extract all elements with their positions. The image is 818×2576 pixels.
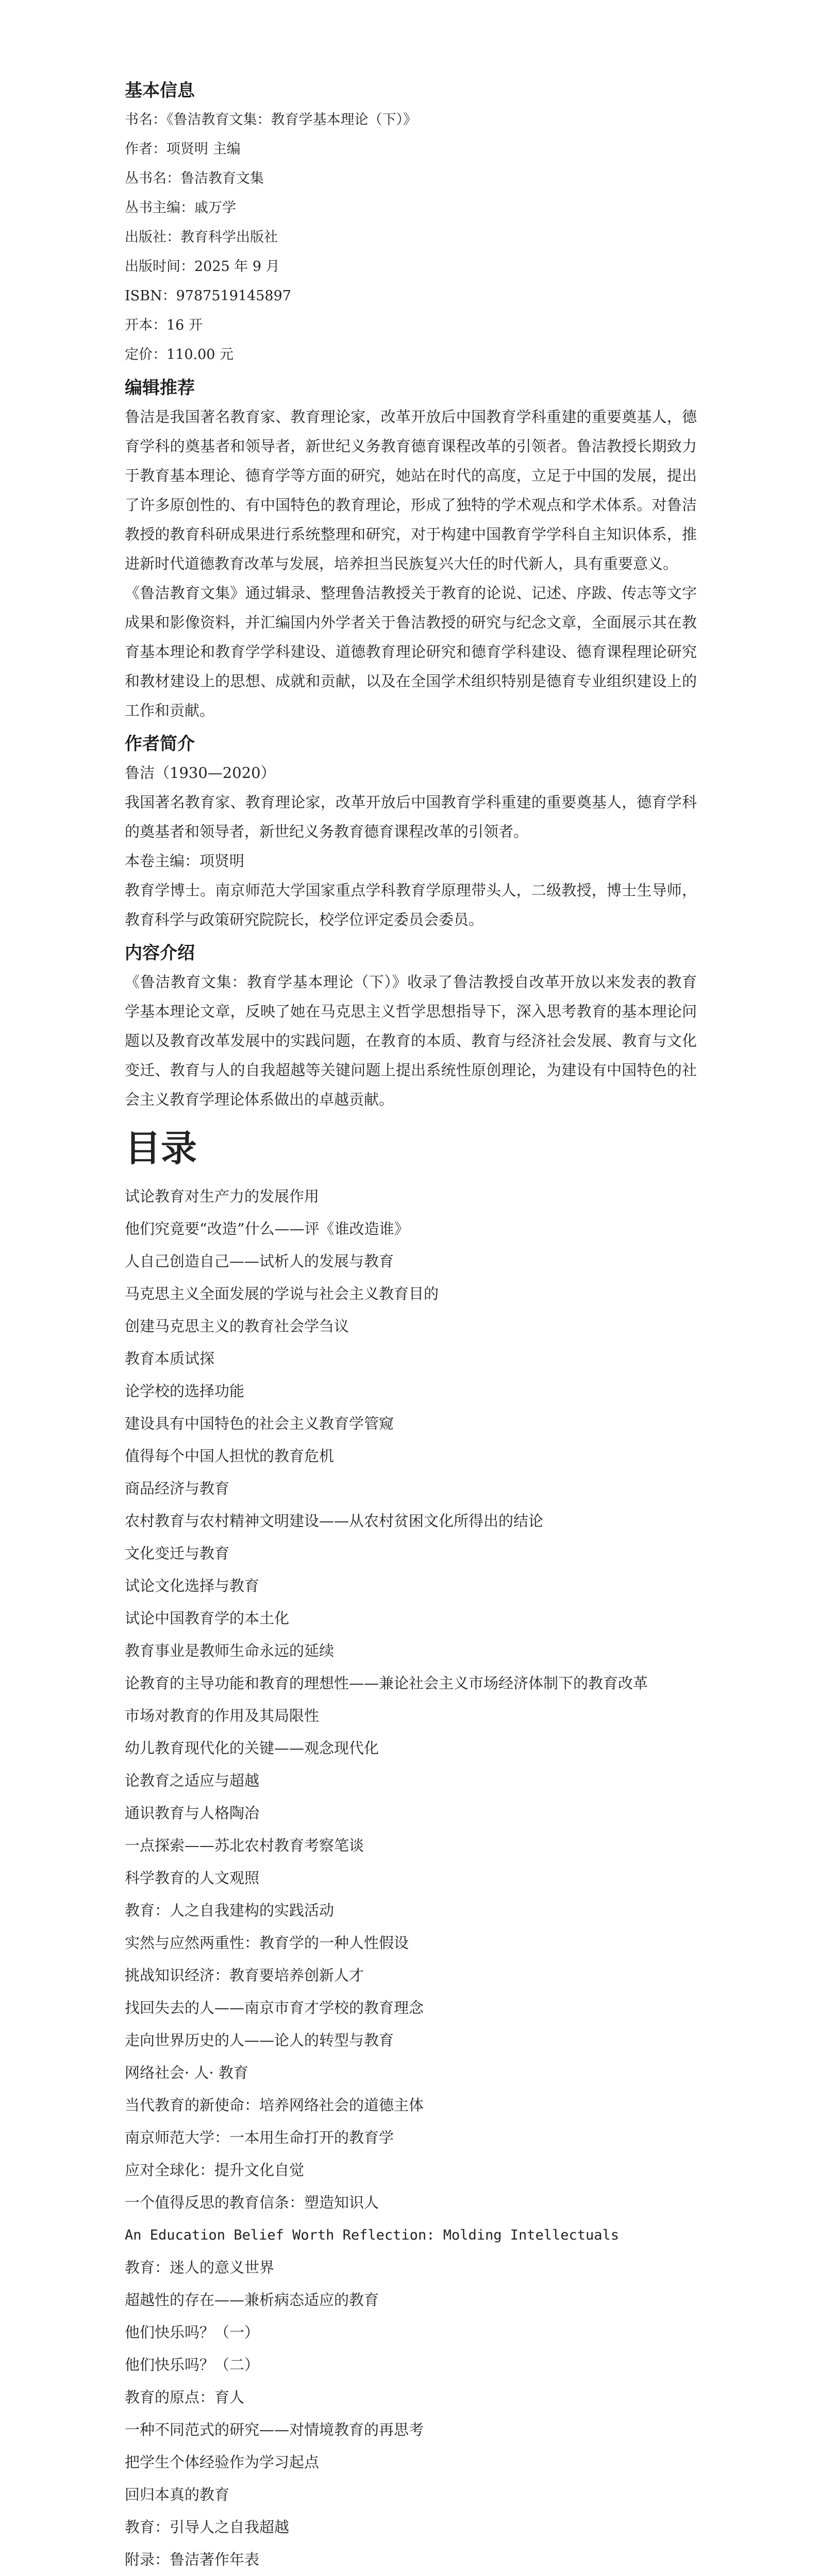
basic-info-line: 丛书名：鲁洁教育文集 xyxy=(125,171,264,187)
toc-item: 教育事业是教师生命永远的延续 xyxy=(125,1642,335,1659)
content-intro-section xyxy=(125,940,697,1114)
basic-info-line: 作者：项贤明 主编 xyxy=(125,141,241,157)
toc-item: 教育本质试探 xyxy=(125,1350,215,1367)
toc-item: An Education Belief Worth Reflection: Molding Intellectuals xyxy=(125,2227,620,2243)
author-paragraph: 鲁洁（1930—2020） xyxy=(125,764,276,782)
basic-info-line: ISBN：9787519145897 xyxy=(125,288,291,304)
recommendation-paragraph: 《鲁洁教育文集》通过辑录、整理鲁洁教授关于教育的论说、记述、序跋、传志等文字成果和影像资料，并汇编国内外学者关于鲁洁教授的研究与纪念文章，全面展示其在教育基本理论和教育学学科建设、道德教育理论研究和德育学科建设、德育课程理论研究和教材建设上的思想、成就和贡献，以及在全国学术组织特别是德育专业组织建设上的工作和贡献。 xyxy=(125,584,697,719)
toc-item: 网络社会· 人· 教育 xyxy=(125,2064,248,2081)
toc-item: 建设具有中国特色的社会主义教育学管窥 xyxy=(125,1415,394,1432)
toc-list xyxy=(125,1180,697,2576)
toc-heading: 目录 xyxy=(125,1127,197,1170)
table-of-contents-section xyxy=(125,1124,697,2576)
basic-info-line: 书名：《鲁洁教育文集：教育学基本理论（下）》 xyxy=(125,112,417,128)
toc-item: 文化变迁与教育 xyxy=(125,1545,230,1562)
content-intro-body xyxy=(125,968,697,1114)
basic-info-heading: 基本信息 xyxy=(125,80,195,101)
toc-item: 附录：鲁洁著作年表 xyxy=(125,2551,260,2568)
basic-info-line: 出版时间：2025 年 9 月 xyxy=(125,259,280,275)
basic-info-line: 出版社：教育科学出版社 xyxy=(125,229,278,245)
toc-item: 值得每个中国人担忧的教育危机 xyxy=(125,1447,335,1465)
toc-item: 马克思主义全面发展的学说与社会主义教育目的 xyxy=(125,1285,439,1302)
toc-item: 科学教育的人文观照 xyxy=(125,1869,260,1887)
toc-item: 农村教育与农村精神文明建设——从农村贫困文化所得出的结论 xyxy=(125,1512,544,1530)
author-paragraph: 教育学博士。南京师范大学国家重点学科教育学原理带头人，二级教授，博士生导师，教育科学与政策研究院院长，校学位评定委员会委员。 xyxy=(125,882,697,928)
toc-item: 找回失去的人——南京市育才学校的教育理念 xyxy=(125,1999,424,2016)
toc-item: 商品经济与教育 xyxy=(125,1480,230,1497)
toc-item: 人自己创造自己——试析人的发展与教育 xyxy=(125,1252,394,1270)
toc-item: 教育：迷人的意义世界 xyxy=(125,2259,275,2276)
toc-item: 实然与应然两重性：教育学的一种人性假设 xyxy=(125,1934,409,1952)
toc-item: 试论文化选择与教育 xyxy=(125,1577,260,1595)
toc-item: 他们快乐吗？（二） xyxy=(125,2356,260,2374)
toc-item: 幼儿教育现代化的关键——观念现代化 xyxy=(125,1739,379,1757)
toc-item: 教育的原点：育人 xyxy=(125,2388,245,2406)
toc-item: 一个值得反思的教育信条：塑造知识人 xyxy=(125,2194,379,2211)
toc-item: 把学生个体经验作为学习起点 xyxy=(125,2453,320,2471)
basic-info-line: 丛书主编：戚万学 xyxy=(125,200,236,216)
editor-recommendation-body xyxy=(125,402,697,725)
toc-item: 论教育之适应与超越 xyxy=(125,1772,260,1789)
toc-item: 试论教育对生产力的发展作用 xyxy=(125,1188,320,1205)
author-paragraph: 本卷主编：项贤明 xyxy=(125,852,245,870)
recommendation-paragraph: 鲁洁是我国著名教育家、教育理论家，改革开放后中国教育学科重建的重要奠基人，德育学科的奠基者和领导者，新世纪义务教育德育课程改革的引领者。鲁洁教授长期致力于教育基本理论、德育学等方面的研究，她站在时代的高度，立足于中国的发展，提出了许多原创性的、有中国特色的教育理论，形成了独特的学术观点和学术体系。对鲁洁教授的教育科研成果进行系统整理和研究，对于构建中国教育学学科自主知识体系，推进新时代道德教育改革与发展，培养担当民族复兴大任的时代新人，具有重要意义。 xyxy=(125,408,697,572)
toc-item: 他们快乐吗？（一） xyxy=(125,2324,260,2341)
toc-item: 论教育的主导功能和教育的理想性——兼论社会主义市场经济体制下的教育改革 xyxy=(125,1674,648,1692)
toc-item: 挑战知识经济：教育要培养创新人才 xyxy=(125,1967,364,1984)
editor-recommendation-heading: 编辑推荐 xyxy=(125,378,195,398)
author-paragraph: 我国著名教育家、教育理论家，改革开放后中国教育学科重建的重要奠基人，德育学科的奠基者和领导者，新世纪义务教育德育课程改革的引领者。 xyxy=(125,793,697,840)
author-bio-heading: 作者简介 xyxy=(125,734,195,754)
toc-item: 教育：引导人之自我超越 xyxy=(125,2518,290,2536)
content-intro-heading: 内容介绍 xyxy=(125,943,195,963)
toc-item: 当代教育的新使命：培养网络社会的道德主体 xyxy=(125,2096,424,2114)
toc-item: 南京师范大学：一本用生命打开的教育学 xyxy=(125,2129,394,2146)
toc-item: 走向世界历史的人——论人的转型与教育 xyxy=(125,2031,394,2049)
editor-recommendation-section xyxy=(125,375,697,725)
toc-item: 教育：人之自我建构的实践活动 xyxy=(125,1902,335,1919)
toc-item: 一种不同范式的研究——对情境教育的再思考 xyxy=(125,2421,424,2438)
basic-info-line: 定价：110.00 元 xyxy=(125,347,234,363)
author-bio-body xyxy=(125,758,697,935)
basic-info-line: 开本：16 开 xyxy=(125,317,203,333)
basic-info-section xyxy=(125,77,697,369)
author-bio-section xyxy=(125,731,697,935)
toc-item: 应对全球化：提升文化自觉 xyxy=(125,2161,305,2179)
basic-info-lines xyxy=(125,105,697,369)
toc-item: 超越性的存在——兼析病态适应的教育 xyxy=(125,2291,379,2309)
toc-item: 回归本真的教育 xyxy=(125,2486,230,2503)
intro-paragraph: 《鲁洁教育文集：教育学基本理论（下）》收录了鲁洁教授自改革开放以来发表的教育学基本理论文章，反映了她在马克思主义哲学思想指导下，深入思考教育的基本理论问题以及教育改革发展中的实践问题，在教育的本质、教育与经济社会发展、教育与文化变迁、教育与人的自我超越等关键问题上提出系统性原创理论，为建设有中国特色的社会主义教育学理论体系做出的卓越贡献。 xyxy=(125,973,697,1108)
toc-item: 试论中国教育学的本土化 xyxy=(125,1609,290,1627)
toc-item: 他们究竟要“改造”什么——评《谁改造谁》 xyxy=(125,1220,409,1238)
toc-item: 创建马克思主义的教育社会学刍议 xyxy=(125,1317,349,1335)
toc-item: 一点探索——苏北农村教育考察笔谈 xyxy=(125,1837,364,1854)
toc-item: 市场对教育的作用及其局限性 xyxy=(125,1707,320,1724)
toc-item: 论学校的选择功能 xyxy=(125,1382,245,1400)
toc-item: 通识教育与人格陶冶 xyxy=(125,1804,260,1822)
book-info-page xyxy=(125,72,697,2576)
